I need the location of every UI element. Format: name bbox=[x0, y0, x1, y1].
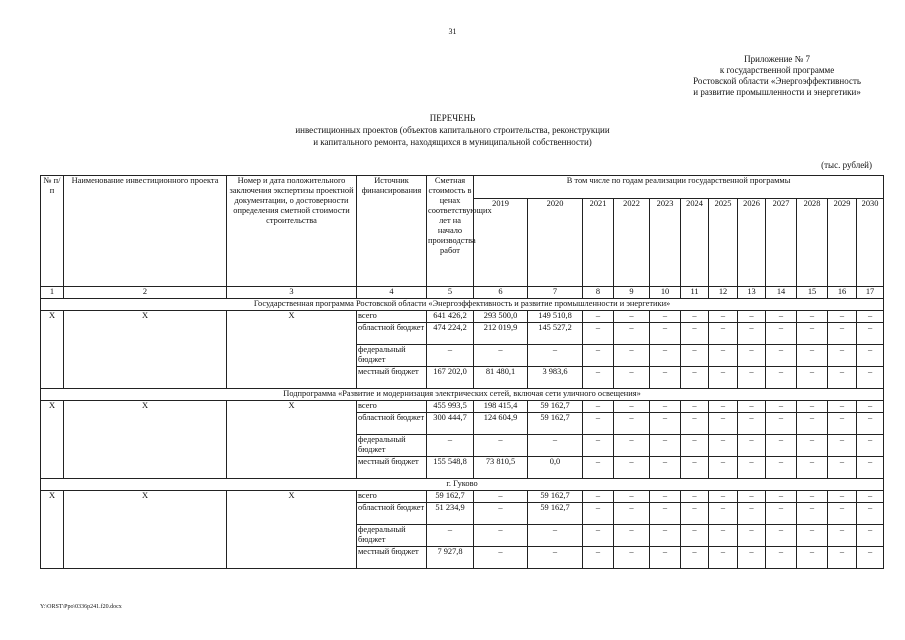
year-2020-cell: 59 162,7 bbox=[528, 413, 583, 435]
year-value-cell: – bbox=[766, 323, 797, 345]
section-title-row bbox=[41, 299, 884, 311]
cost-cell: 300 444,7 bbox=[427, 413, 474, 435]
year-value-cell: – bbox=[857, 435, 884, 457]
cost-cell: 641 426,2 bbox=[427, 311, 474, 323]
year-value-cell: – bbox=[766, 525, 797, 547]
cost-cell: – bbox=[427, 345, 474, 367]
section-title: Государственная программа Ростовской области «Энергоэффективность и развитие промышленности и энергетики» bbox=[41, 299, 884, 311]
section-title-row bbox=[41, 479, 884, 491]
year-2020-cell: 3 983,6 bbox=[528, 367, 583, 389]
year-value-cell: – bbox=[797, 323, 828, 345]
year-value-cell: – bbox=[857, 367, 884, 389]
year-value-cell: – bbox=[583, 457, 614, 479]
year-value-cell: – bbox=[797, 457, 828, 479]
cost-cell: 51 234,9 bbox=[427, 503, 474, 525]
year-value-cell: – bbox=[857, 413, 884, 435]
year-value-cell: – bbox=[614, 323, 650, 345]
year-value-cell: – bbox=[650, 547, 681, 569]
year-value-cell: – bbox=[738, 323, 766, 345]
year-value-cell: – bbox=[709, 345, 738, 367]
year-value-cell: – bbox=[709, 525, 738, 547]
appendix-line: к государственной программе bbox=[719, 65, 835, 75]
data-row bbox=[41, 401, 884, 413]
year-value-cell: – bbox=[797, 435, 828, 457]
year-value-cell: – bbox=[681, 435, 709, 457]
appendix-line: Приложение № 7 bbox=[744, 54, 810, 64]
empty-cell bbox=[41, 503, 64, 525]
year-value-cell: – bbox=[857, 323, 884, 345]
year-value-cell: – bbox=[650, 401, 681, 413]
header-year: 2026 bbox=[738, 199, 766, 287]
year-value-cell: – bbox=[681, 547, 709, 569]
year-2019-cell: – bbox=[474, 491, 528, 503]
header-year: 2030 bbox=[857, 199, 884, 287]
year-value-cell: – bbox=[857, 457, 884, 479]
year-value-cell: – bbox=[857, 525, 884, 547]
year-value-cell: – bbox=[681, 367, 709, 389]
section-title: Подпрограмма «Развитие и модернизация электрических сетей, включая сети уличного освещения» bbox=[41, 389, 884, 401]
year-2019-cell: 293 500,0 bbox=[474, 311, 528, 323]
cost-cell: 455 993,5 bbox=[427, 401, 474, 413]
source-cell: местный бюджет bbox=[357, 367, 427, 389]
appendix-line: Ростовской области «Энергоэффективность bbox=[693, 76, 861, 86]
year-value-cell: – bbox=[828, 311, 857, 323]
year-value-cell: – bbox=[583, 345, 614, 367]
year-value-cell: – bbox=[766, 435, 797, 457]
cost-cell: 59 162,7 bbox=[427, 491, 474, 503]
year-value-cell: – bbox=[681, 413, 709, 435]
year-value-cell: – bbox=[828, 345, 857, 367]
year-value-cell: – bbox=[828, 525, 857, 547]
header-doc: Номер и дата положительного заключения экспертизы проектной документации, о достоверности определения сметной стоимости строительства bbox=[227, 176, 357, 287]
data-row bbox=[41, 491, 884, 503]
empty-cell bbox=[64, 525, 227, 547]
document-title: ПЕРЕЧЕНЬ bbox=[429, 113, 476, 123]
column-number: 2 bbox=[64, 287, 227, 299]
empty-cell bbox=[227, 323, 357, 345]
column-number: 8 bbox=[583, 287, 614, 299]
column-number: 3 bbox=[227, 287, 357, 299]
empty-cell bbox=[227, 413, 357, 435]
source-cell: федеральный бюджет bbox=[357, 345, 427, 367]
source-cell: всего bbox=[357, 401, 427, 413]
year-value-cell: – bbox=[709, 367, 738, 389]
year-value-cell: – bbox=[583, 311, 614, 323]
year-value-cell: – bbox=[709, 503, 738, 525]
year-value-cell: – bbox=[857, 401, 884, 413]
year-value-cell: – bbox=[650, 323, 681, 345]
source-cell: областной бюджет bbox=[357, 503, 427, 525]
footer-file-path: Y:\ORST\Ppo\0336p241.f20.docx bbox=[40, 604, 122, 610]
year-value-cell: – bbox=[614, 503, 650, 525]
year-value-cell: – bbox=[766, 345, 797, 367]
year-value-cell: – bbox=[766, 311, 797, 323]
header-row bbox=[41, 176, 884, 199]
year-value-cell: – bbox=[797, 503, 828, 525]
year-value-cell: – bbox=[583, 435, 614, 457]
x-mark-cell: Х bbox=[41, 491, 64, 503]
year-value-cell: – bbox=[650, 413, 681, 435]
year-value-cell: – bbox=[681, 345, 709, 367]
year-value-cell: – bbox=[709, 491, 738, 503]
x-mark-cell: Х bbox=[64, 311, 227, 323]
year-value-cell: – bbox=[857, 503, 884, 525]
year-value-cell: – bbox=[681, 503, 709, 525]
year-value-cell: – bbox=[738, 401, 766, 413]
year-value-cell: – bbox=[614, 345, 650, 367]
x-mark-cell: Х bbox=[64, 401, 227, 413]
year-value-cell: – bbox=[857, 547, 884, 569]
year-2020-cell: – bbox=[528, 525, 583, 547]
x-mark-cell: Х bbox=[41, 311, 64, 323]
year-value-cell: – bbox=[738, 547, 766, 569]
empty-cell bbox=[41, 323, 64, 345]
year-value-cell: – bbox=[828, 435, 857, 457]
year-value-cell: – bbox=[709, 457, 738, 479]
header-year: 2027 bbox=[766, 199, 797, 287]
year-value-cell: – bbox=[709, 413, 738, 435]
year-value-cell: – bbox=[828, 457, 857, 479]
year-value-cell: – bbox=[828, 491, 857, 503]
header-year: 2025 bbox=[709, 199, 738, 287]
year-value-cell: – bbox=[650, 503, 681, 525]
empty-cell bbox=[227, 503, 357, 525]
column-number: 6 bbox=[474, 287, 528, 299]
year-value-cell: – bbox=[583, 401, 614, 413]
year-2020-cell: – bbox=[528, 547, 583, 569]
year-2020-cell: 59 162,7 bbox=[528, 491, 583, 503]
column-number: 5 bbox=[427, 287, 474, 299]
year-value-cell: – bbox=[583, 491, 614, 503]
year-value-cell: – bbox=[797, 345, 828, 367]
year-value-cell: – bbox=[797, 311, 828, 323]
empty-cell bbox=[227, 367, 357, 389]
year-value-cell: – bbox=[738, 345, 766, 367]
year-2019-cell: – bbox=[474, 435, 528, 457]
year-2020-cell: 0,0 bbox=[528, 457, 583, 479]
empty-cell bbox=[227, 435, 357, 457]
appendix-line: и развитие промышленности и энергетики» bbox=[693, 87, 861, 97]
empty-cell bbox=[41, 435, 64, 457]
header-years-group: В том числе по годам реализации государственной программы bbox=[474, 176, 884, 199]
header-source: Источник финансирования bbox=[357, 176, 427, 287]
year-value-cell: – bbox=[738, 457, 766, 479]
year-value-cell: – bbox=[614, 491, 650, 503]
year-value-cell: – bbox=[828, 367, 857, 389]
empty-cell bbox=[64, 457, 227, 479]
year-value-cell: – bbox=[797, 491, 828, 503]
source-cell: федеральный бюджет bbox=[357, 435, 427, 457]
cost-cell: 474 224,2 bbox=[427, 323, 474, 345]
header-year: 2022 bbox=[614, 199, 650, 287]
empty-cell bbox=[64, 413, 227, 435]
year-value-cell: – bbox=[797, 547, 828, 569]
x-mark-cell: Х bbox=[227, 401, 357, 413]
empty-cell bbox=[41, 457, 64, 479]
header-year: 2024 bbox=[681, 199, 709, 287]
year-value-cell: – bbox=[709, 547, 738, 569]
year-value-cell: – bbox=[583, 367, 614, 389]
heading-line: и капитального ремонта, находящихся в муниципальной собственности) bbox=[313, 137, 592, 147]
cost-cell: – bbox=[427, 525, 474, 547]
year-2020-cell: 59 162,7 bbox=[528, 401, 583, 413]
year-value-cell: – bbox=[738, 311, 766, 323]
empty-cell bbox=[41, 413, 64, 435]
year-2019-cell: 198 415,4 bbox=[474, 401, 528, 413]
year-2020-cell: 149 510,8 bbox=[528, 311, 583, 323]
empty-cell bbox=[41, 367, 64, 389]
header-cost: Сметная стоимость в ценах соответствующих лет на начало производства работ bbox=[427, 176, 474, 287]
year-value-cell: – bbox=[650, 435, 681, 457]
empty-cell bbox=[227, 525, 357, 547]
x-mark-cell: Х bbox=[41, 401, 64, 413]
year-value-cell: – bbox=[738, 503, 766, 525]
source-cell: всего bbox=[357, 491, 427, 503]
year-value-cell: – bbox=[614, 457, 650, 479]
year-value-cell: – bbox=[614, 401, 650, 413]
header-year: 2019 bbox=[474, 199, 528, 287]
x-mark-cell: Х bbox=[227, 491, 357, 503]
year-value-cell: – bbox=[681, 457, 709, 479]
year-value-cell: – bbox=[583, 413, 614, 435]
year-value-cell: – bbox=[766, 401, 797, 413]
year-value-cell: – bbox=[681, 311, 709, 323]
year-value-cell: – bbox=[828, 323, 857, 345]
year-2019-cell: – bbox=[474, 345, 528, 367]
year-value-cell: – bbox=[766, 457, 797, 479]
data-row bbox=[41, 435, 884, 457]
year-value-cell: – bbox=[738, 491, 766, 503]
empty-cell bbox=[64, 345, 227, 367]
x-mark-cell: Х bbox=[64, 491, 227, 503]
year-value-cell: – bbox=[650, 311, 681, 323]
year-2019-cell: – bbox=[474, 547, 528, 569]
year-value-cell: – bbox=[709, 323, 738, 345]
investment-projects-table bbox=[40, 175, 884, 569]
section-title-row bbox=[41, 389, 884, 401]
year-value-cell: – bbox=[681, 525, 709, 547]
year-value-cell: – bbox=[614, 525, 650, 547]
data-row bbox=[41, 345, 884, 367]
cost-cell: 155 548,8 bbox=[427, 457, 474, 479]
empty-cell bbox=[41, 345, 64, 367]
year-value-cell: – bbox=[614, 547, 650, 569]
units-label: (тыс. рублей) bbox=[821, 160, 872, 170]
data-row bbox=[41, 547, 884, 569]
year-value-cell: – bbox=[614, 367, 650, 389]
year-value-cell: – bbox=[681, 323, 709, 345]
year-2019-cell: 81 480,1 bbox=[474, 367, 528, 389]
column-number: 17 bbox=[857, 287, 884, 299]
column-number: 16 bbox=[828, 287, 857, 299]
year-value-cell: – bbox=[650, 345, 681, 367]
cost-cell: 7 927,8 bbox=[427, 547, 474, 569]
year-2019-cell: – bbox=[474, 525, 528, 547]
source-cell: областной бюджет bbox=[357, 323, 427, 345]
column-number: 14 bbox=[766, 287, 797, 299]
year-value-cell: – bbox=[857, 311, 884, 323]
year-value-cell: – bbox=[650, 491, 681, 503]
year-value-cell: – bbox=[583, 503, 614, 525]
empty-cell bbox=[227, 457, 357, 479]
x-mark-cell: Х bbox=[227, 311, 357, 323]
header-year: 2021 bbox=[583, 199, 614, 287]
data-row bbox=[41, 503, 884, 525]
year-value-cell: – bbox=[828, 401, 857, 413]
year-value-cell: – bbox=[709, 435, 738, 457]
column-number: 4 bbox=[357, 287, 427, 299]
source-cell: всего bbox=[357, 311, 427, 323]
data-row bbox=[41, 525, 884, 547]
source-cell: местный бюджет bbox=[357, 457, 427, 479]
year-value-cell: – bbox=[738, 367, 766, 389]
year-value-cell: – bbox=[583, 323, 614, 345]
column-number: 1 bbox=[41, 287, 64, 299]
document-heading bbox=[0, 112, 905, 148]
year-value-cell: – bbox=[766, 547, 797, 569]
data-row bbox=[41, 367, 884, 389]
empty-cell bbox=[227, 547, 357, 569]
year-value-cell: – bbox=[857, 345, 884, 367]
empty-cell bbox=[64, 547, 227, 569]
year-value-cell: – bbox=[766, 413, 797, 435]
header-name: Наименование инвестиционного проекта bbox=[64, 176, 227, 287]
year-value-cell: – bbox=[766, 491, 797, 503]
year-value-cell: – bbox=[797, 367, 828, 389]
cost-cell: 167 202,0 bbox=[427, 367, 474, 389]
year-value-cell: – bbox=[709, 401, 738, 413]
source-cell: областной бюджет bbox=[357, 413, 427, 435]
year-2020-cell: 59 162,7 bbox=[528, 503, 583, 525]
year-value-cell: – bbox=[828, 547, 857, 569]
year-value-cell: – bbox=[681, 401, 709, 413]
year-value-cell: – bbox=[681, 491, 709, 503]
year-2019-cell: 73 810,5 bbox=[474, 457, 528, 479]
column-number: 13 bbox=[738, 287, 766, 299]
data-row bbox=[41, 457, 884, 479]
year-value-cell: – bbox=[650, 457, 681, 479]
year-value-cell: – bbox=[614, 413, 650, 435]
header-num: № п/п bbox=[41, 176, 64, 287]
data-row bbox=[41, 413, 884, 435]
column-number: 12 bbox=[709, 287, 738, 299]
year-value-cell: – bbox=[614, 311, 650, 323]
page-number: 31 bbox=[448, 27, 457, 36]
year-2020-cell: – bbox=[528, 345, 583, 367]
year-value-cell: – bbox=[766, 367, 797, 389]
empty-cell bbox=[41, 525, 64, 547]
year-value-cell: – bbox=[583, 525, 614, 547]
header-year: 2023 bbox=[650, 199, 681, 287]
year-value-cell: – bbox=[709, 311, 738, 323]
year-value-cell: – bbox=[797, 401, 828, 413]
year-2020-cell: 145 527,2 bbox=[528, 323, 583, 345]
appendix-block bbox=[693, 54, 861, 98]
year-value-cell: – bbox=[797, 525, 828, 547]
source-cell: федеральный бюджет bbox=[357, 525, 427, 547]
column-number: 9 bbox=[614, 287, 650, 299]
empty-cell bbox=[64, 435, 227, 457]
header-year: 2028 bbox=[797, 199, 828, 287]
year-2019-cell: 124 604,9 bbox=[474, 413, 528, 435]
empty-cell bbox=[64, 323, 227, 345]
year-value-cell: – bbox=[738, 435, 766, 457]
year-value-cell: – bbox=[738, 413, 766, 435]
year-value-cell: – bbox=[614, 435, 650, 457]
empty-cell bbox=[41, 547, 64, 569]
column-number: 10 bbox=[650, 287, 681, 299]
cost-cell: – bbox=[427, 435, 474, 457]
column-number: 11 bbox=[681, 287, 709, 299]
source-cell: местный бюджет bbox=[357, 547, 427, 569]
section-title: г. Гуково bbox=[41, 479, 884, 491]
empty-cell bbox=[64, 503, 227, 525]
year-value-cell: – bbox=[650, 367, 681, 389]
heading-line: инвестиционных проектов (объектов капитального строительства, реконструкции bbox=[295, 125, 610, 135]
year-2020-cell: – bbox=[528, 435, 583, 457]
column-number: 7 bbox=[528, 287, 583, 299]
year-2019-cell: 212 019,9 bbox=[474, 323, 528, 345]
data-row bbox=[41, 323, 884, 345]
header-year: 2020 bbox=[528, 199, 583, 287]
year-value-cell: – bbox=[738, 525, 766, 547]
year-2019-cell: – bbox=[474, 503, 528, 525]
year-value-cell: – bbox=[828, 503, 857, 525]
empty-cell bbox=[64, 367, 227, 389]
header-year: 2029 bbox=[828, 199, 857, 287]
year-value-cell: – bbox=[766, 503, 797, 525]
year-value-cell: – bbox=[857, 491, 884, 503]
year-value-cell: – bbox=[828, 413, 857, 435]
column-number: 15 bbox=[797, 287, 828, 299]
column-numbers-row bbox=[41, 287, 884, 299]
year-value-cell: – bbox=[650, 525, 681, 547]
data-row bbox=[41, 311, 884, 323]
year-value-cell: – bbox=[797, 413, 828, 435]
empty-cell bbox=[227, 345, 357, 367]
year-value-cell: – bbox=[583, 547, 614, 569]
